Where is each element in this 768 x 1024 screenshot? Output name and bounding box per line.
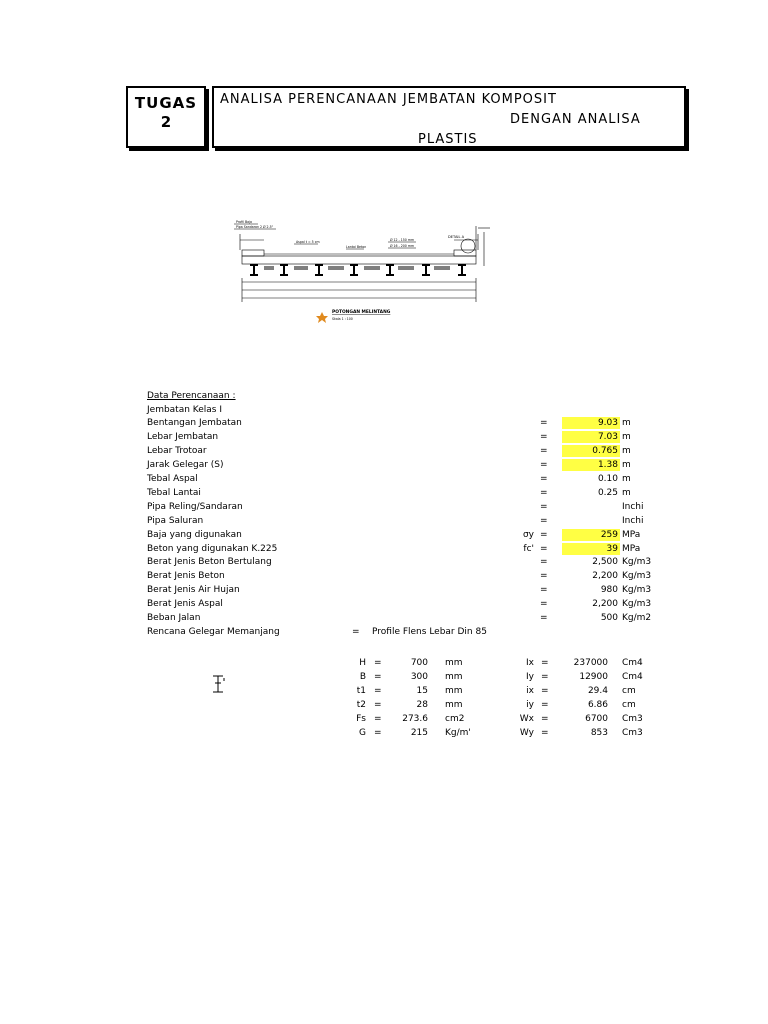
gelegar-profile-name: Profile Flens Lebar Din 85 xyxy=(372,626,487,637)
param-unit: MPa xyxy=(622,543,641,554)
detail-a-label: DETAIL A xyxy=(448,235,465,239)
param-equals: = xyxy=(540,529,548,540)
param-equals: = xyxy=(540,515,548,526)
profile-value: 29.4 xyxy=(587,685,608,696)
param-value: 39 xyxy=(562,543,620,555)
param-unit: Kg/m2 xyxy=(622,613,652,623)
param-label: Jarak Gelegar (S) xyxy=(147,460,224,471)
param-equals: = xyxy=(540,599,548,610)
param-equals: = xyxy=(540,474,548,484)
profile-value: 273.6 xyxy=(402,713,428,724)
param-unit: Inchi xyxy=(622,515,644,526)
param-value: 0.10 xyxy=(597,474,618,484)
param-value: 9.03 xyxy=(562,417,620,429)
note-profil-baja: Profil Baja xyxy=(236,220,252,224)
param-equals: = xyxy=(540,501,548,512)
profile-value: 6.86 xyxy=(587,699,608,710)
param-unit: MPa xyxy=(622,529,641,540)
param-value: 500 xyxy=(600,613,618,623)
profile-unit: mm xyxy=(445,699,463,710)
param-value: 980 xyxy=(600,585,618,596)
param-value: 2,200 xyxy=(592,599,618,610)
profile-equals: = xyxy=(374,727,382,738)
param-label: Lebar Jembatan xyxy=(147,432,219,443)
profile-value: 300 xyxy=(410,671,428,682)
i-beam-icon xyxy=(212,674,226,696)
profile-unit: Cm4 xyxy=(622,658,643,668)
note-aspal: Aspal t = 5 cm xyxy=(296,240,320,244)
param-equals: = xyxy=(540,418,548,429)
param-label: Beton yang digunakan K.225 xyxy=(147,543,278,554)
param-unit: m xyxy=(622,432,631,443)
profile-equals: = xyxy=(541,727,549,738)
profile-symbol: Fs xyxy=(356,713,366,724)
param-label: Tebal Aspal xyxy=(147,474,198,484)
profile-unit: Cm3 xyxy=(622,713,643,724)
param-label: Berat Jenis Beton Bertulang xyxy=(147,557,272,568)
profile-unit: Cm4 xyxy=(622,671,643,682)
profile-symbol: Wy xyxy=(519,727,534,738)
param-equals: = xyxy=(540,432,548,443)
param-equals: = xyxy=(540,571,548,582)
param-equals: = xyxy=(540,585,548,596)
drawing-caption: POTONGAN MELINTANG xyxy=(332,310,391,315)
param-label: Berat Jenis Air Hujan xyxy=(147,585,240,596)
param-unit: m xyxy=(622,487,631,498)
deck-slab xyxy=(242,256,476,264)
gelegar-equals: = xyxy=(352,626,360,637)
profile-value: 237000 xyxy=(573,658,608,668)
param-unit: m xyxy=(622,418,631,429)
profile-unit: cm2 xyxy=(445,713,465,724)
profile-symbol: H xyxy=(359,658,366,668)
param-label: Tebal Lantai xyxy=(147,487,201,498)
param-symbol: fc' xyxy=(523,543,534,554)
note-pipa-sandaran: Pipa Sandaran 2 Ø 2.5" xyxy=(236,225,274,229)
param-equals: = xyxy=(540,613,548,623)
profile-equals: = xyxy=(374,713,382,724)
profile-value: 15 xyxy=(416,685,428,696)
param-label: Berat Jenis Beton xyxy=(147,571,225,582)
profile-symbol: G xyxy=(359,727,366,738)
param-label: Lebar Trotoar xyxy=(147,446,207,457)
profile-equals: = xyxy=(374,671,382,682)
profile-value: 853 xyxy=(590,727,608,738)
param-equals: = xyxy=(540,487,548,498)
profile-value: 700 xyxy=(410,658,428,668)
param-label: Beban Jalan xyxy=(147,613,201,623)
param-value: 7.03 xyxy=(562,431,620,443)
profile-symbol: B xyxy=(359,671,366,682)
param-value: 0.25 xyxy=(597,487,618,498)
profile-equals: = xyxy=(374,699,382,710)
profile-unit: cm xyxy=(622,699,636,710)
profile-equals: = xyxy=(374,685,382,696)
profile-value: 215 xyxy=(410,727,428,738)
profile-symbol: iy xyxy=(526,699,534,710)
profile-equals: = xyxy=(541,685,549,696)
profile-unit: Cm3 xyxy=(622,727,643,738)
title-box xyxy=(212,86,686,148)
profile-value: 28 xyxy=(416,699,428,710)
profile-equals: = xyxy=(541,658,549,668)
profile-equals: = xyxy=(541,671,549,682)
note-tulangan-2: Ø 16 - 200 mm xyxy=(390,244,415,248)
profile-symbol: t1 xyxy=(356,685,366,696)
profile-symbol: Iy xyxy=(526,671,534,682)
param-label: Rencana Gelegar Memanjang xyxy=(147,626,280,637)
param-value: 1.38 xyxy=(562,459,620,471)
profile-value: 6700 xyxy=(585,713,608,724)
param-unit: m xyxy=(622,446,631,457)
profile-equals: = xyxy=(541,713,549,724)
param-equals: = xyxy=(540,557,548,568)
param-label: Berat Jenis Aspal xyxy=(147,599,223,610)
param-unit: Kg/m3 xyxy=(622,585,652,596)
param-unit: Inchi xyxy=(622,501,644,512)
tugas-number: 2 xyxy=(160,113,172,131)
param-symbol: σy xyxy=(522,529,534,540)
profile-value: 12900 xyxy=(579,671,608,682)
task-number-box xyxy=(126,86,206,148)
profile-symbol: Ix xyxy=(526,658,534,668)
profile-symbol: t2 xyxy=(356,699,366,710)
param-label: Bentangan Jembatan xyxy=(147,418,242,429)
profile-unit: cm xyxy=(622,685,636,696)
profile-equals: = xyxy=(374,658,382,668)
profile-equals: = xyxy=(541,699,549,710)
param-value: 0.765 xyxy=(562,445,620,457)
drawing-scale: Skala 1 : 100 xyxy=(332,317,353,321)
param-equals: = xyxy=(540,446,548,457)
param-unit: m xyxy=(622,460,631,471)
left-sidewalk xyxy=(242,250,264,256)
param-unit: m xyxy=(622,474,631,484)
data-perencanaan-heading: Data Perencanaan : xyxy=(147,391,236,401)
param-unit: Kg/m3 xyxy=(622,557,652,568)
note-tulangan-1: Ø 12 - 150 mm xyxy=(390,238,415,242)
profile-symbol: Wx xyxy=(519,713,534,724)
profile-unit: mm xyxy=(445,671,463,682)
profile-unit: mm xyxy=(445,685,463,696)
tugas-label: TUGAS xyxy=(134,94,198,112)
param-value: 259 xyxy=(562,529,620,541)
param-equals: = xyxy=(540,460,548,471)
param-unit: Kg/m3 xyxy=(622,599,652,610)
title-line-3: PLASTIS xyxy=(418,132,478,145)
bridge-cross-section-drawing xyxy=(228,218,500,330)
title-line-2: DENGAN ANALISA xyxy=(510,112,641,127)
param-label: Jembatan Kelas I xyxy=(147,404,223,415)
param-label: Pipa Saluran xyxy=(147,515,204,526)
param-label: Pipa Reling/Sandaran xyxy=(147,501,243,512)
profile-symbol: ix xyxy=(526,685,534,696)
profile-unit: Kg/m' xyxy=(445,727,471,738)
profile-unit: mm xyxy=(445,658,463,668)
param-unit: Kg/m3 xyxy=(622,571,652,582)
note-lantai-beton: Lantai Beton xyxy=(346,245,367,249)
param-value: 2,200 xyxy=(592,571,618,582)
param-label: Baja yang digunakan xyxy=(147,529,242,540)
param-equals: = xyxy=(540,543,548,554)
param-value: 2,500 xyxy=(592,557,618,568)
title-line-1: ANALISA PERENCANAAN JEMBATAN KOMPOSIT xyxy=(220,92,557,107)
